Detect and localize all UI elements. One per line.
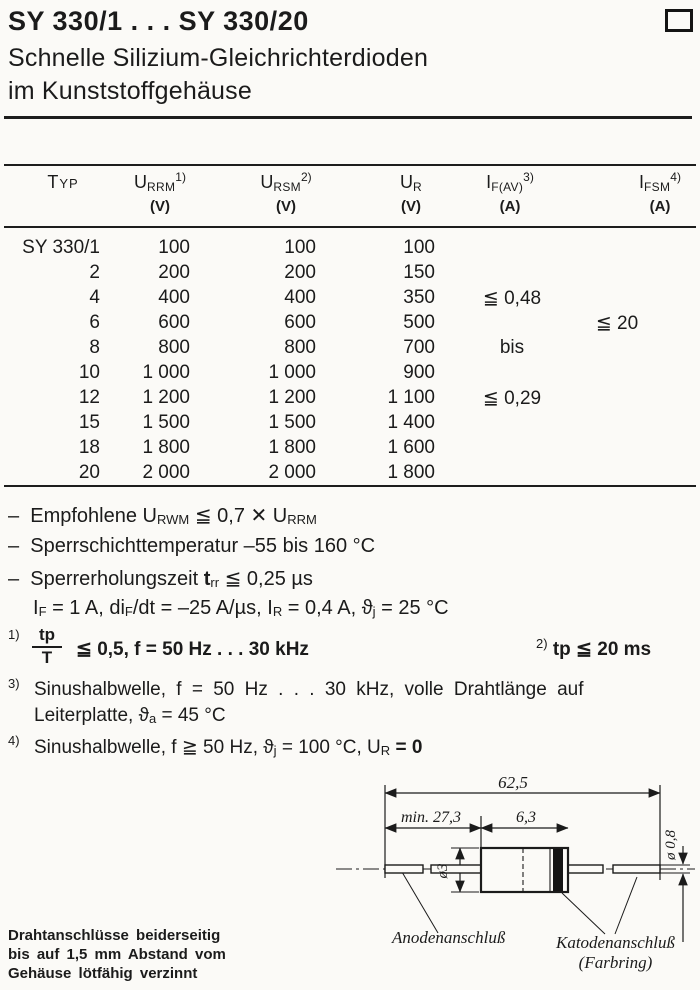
table-row: 8 800 800 700 bis [89,337,525,358]
col-unit-ur: (V) [401,198,421,215]
footnote2: $^{2)}$ tp ≦ 20 ms [536,636,652,660]
corner-square-mark [665,9,693,32]
table-row: 4 400 400 350 ≦ 0,48 [89,287,542,309]
table-row: 10 1 000 1 000 900 [78,362,435,383]
dim-lead-min-label: min. 27,3 [401,809,461,826]
table-row: 2 200 200 150 [89,262,435,283]
footnote3-marker: 3) [8,676,20,691]
page-title: SY 330/1 . . . SY 330/20 [8,6,309,36]
dim-wire-dia-label: ø 0,8 [663,830,679,860]
page-subtitle-line1: Schnelle Silizium-Gleichrichterdioden [8,44,429,72]
solder-note: Drahtanschlüsse beiderseitig bis auf 1,5 mm Abstand vom Gehäuse lötfähig verzinnt [8,927,226,982]
col-unit-ifav: (A) [499,198,521,215]
col-header-ursm: URSM$^{2)}$ [260,170,312,194]
cathode-color-band [553,849,563,891]
col-unit-urrm: (V) [150,198,170,215]
col-unit-ursm: (V) [276,198,296,215]
footnote1-marker: 1) [8,627,20,642]
lead-left-outer [385,865,423,873]
subtitle-divider [4,116,692,119]
note-recovery-conditions: IF = 1 A, diF/dt = –25 A/µs, IR = 0,4 A, ϑj = 25 °C [33,597,449,619]
cathode-label-line1: Katodenanschluß [556,933,675,952]
footnote3-line2: Leiterplatte, ϑa = 45 °C [34,705,226,726]
dim-body-dia-label: ø3 [435,863,451,879]
col-header-ur: UR [400,172,422,194]
footnote4-text: Sinushalbwelle, f ≧ 50 Hz, ϑj = 100 °C, UR = 0 [34,737,423,758]
dim-overall-label: 62,5 [498,773,528,792]
footnote1-text: ≦ 0,5, f = 50 Hz . . . 30 kHz [76,639,309,660]
table-header-rule [4,226,696,228]
table-row: 15 1 500 1 500 1 400 [78,412,435,433]
footnote1-fraction: $\frac{tp}{T}$ [32,626,62,667]
cathode-label-line2: (Farbring) [578,953,653,972]
table-row: 12 1 200 1 200 1 100 ≦ 0,29 [78,387,542,409]
col-header-ifav: IF(AV)$^{3)}$ [486,170,534,194]
cathode-leader-line-left [562,893,605,934]
col-header-urrm: URRM$^{1)}$ [134,170,186,194]
cathode-leader-line-right [615,877,637,934]
cathode-label [538,933,693,973]
table-row: 6 600 600 500 ≦ 20 [89,312,639,334]
footnote4-marker: 4) [8,733,20,748]
note-urwm: – Empfohlene URWM ≦ 0,7 ✕ URRM [8,505,317,527]
table-top-rule [4,164,696,166]
note-recovery-time: – Sperrerholungszeit trr ≦ 0,25 µs [8,568,313,590]
lead-right-inner [568,865,603,873]
anode-leader-line [402,872,438,933]
note-junction-temp: – Sperrschichttemperatur –55 bis 160 °C [8,535,376,557]
col-header-typ: Typ [47,172,79,192]
col-header-ifsm: IFSM$^{4)}$ [639,170,681,194]
footnote3-line1: Sinushalbwelle, f = 50 Hz . . . 30 kHz, volle Drahtlänge auf [34,679,584,700]
table-row: 18 1 800 1 800 1 600 [78,437,435,458]
anode-label: Anodenanschluß [392,928,506,947]
col-unit-ifsm: (A) [649,198,671,215]
dim-body-label: 6,3 [516,809,536,826]
table-row: SY 330/1 100 100 100 [22,237,435,258]
lead-right-outer [613,865,660,873]
table-row: 20 2 000 2 000 1 800 [78,462,435,483]
page-subtitle-line2: im Kunststoffgehäuse [8,77,252,105]
